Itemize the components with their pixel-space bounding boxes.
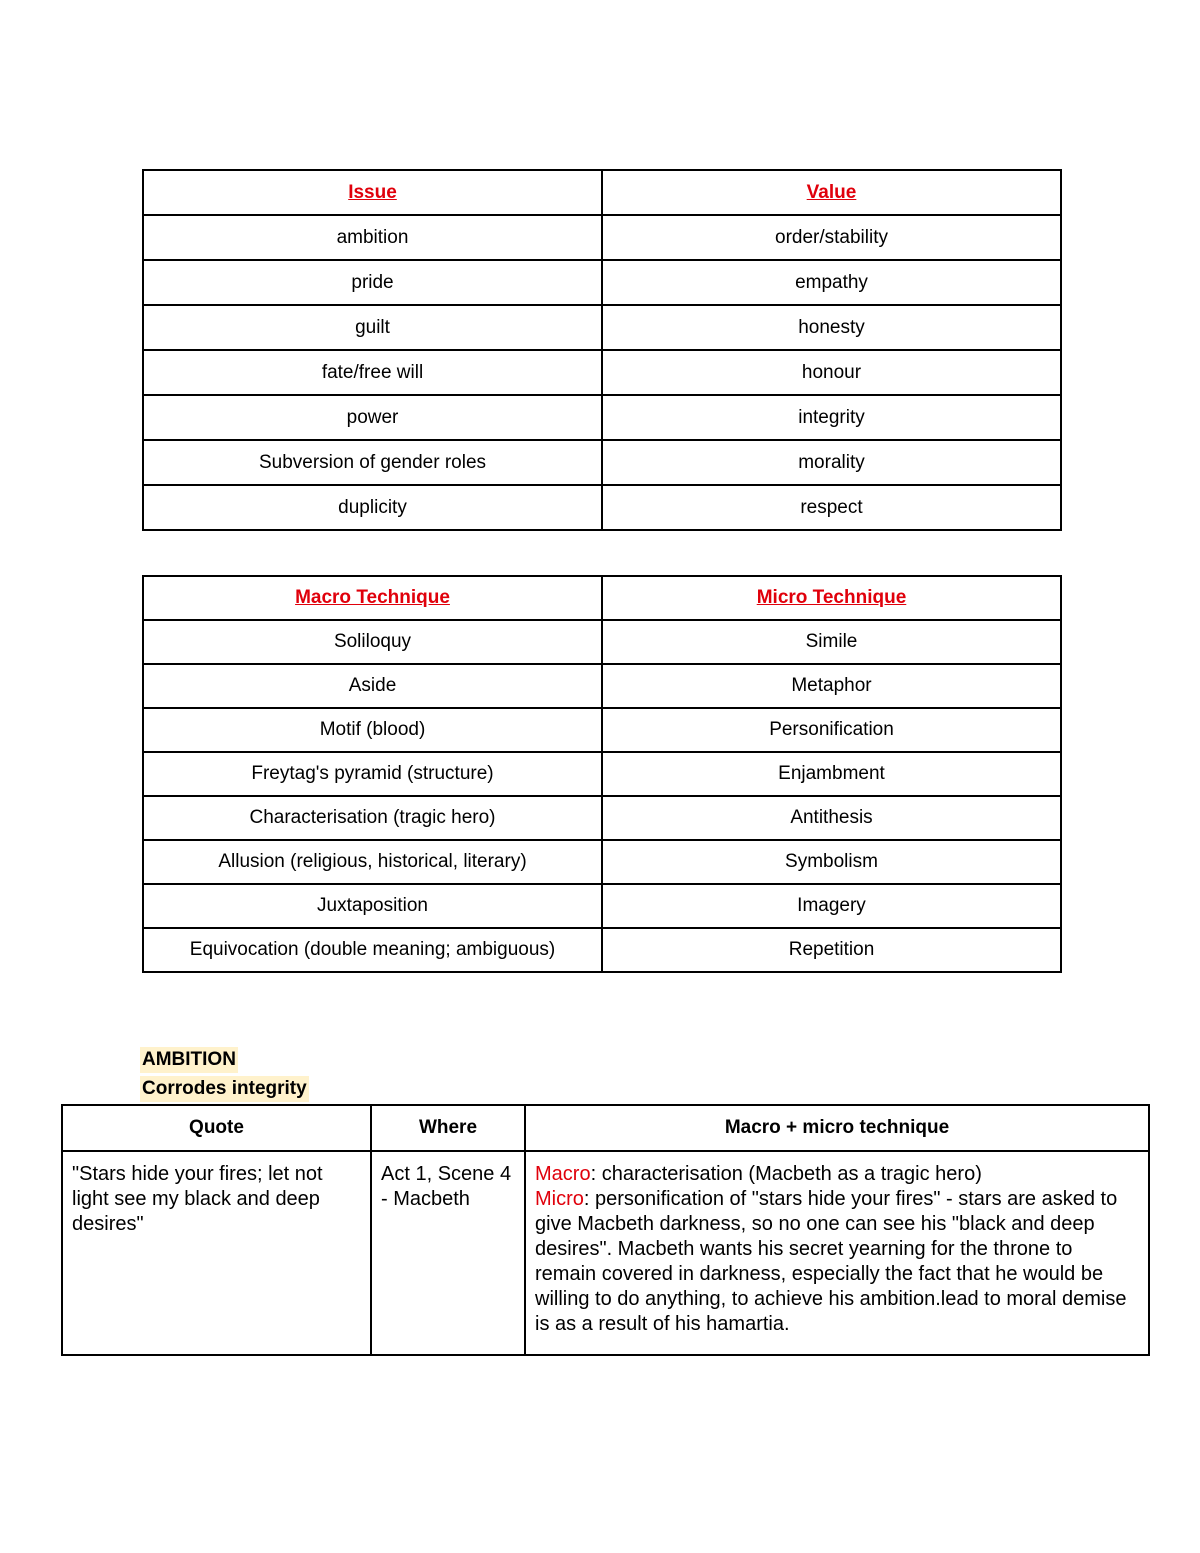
micro-cell: Imagery: [602, 884, 1061, 928]
value-cell: order/stability: [602, 215, 1061, 260]
table-row: [143, 708, 1061, 752]
table-header-row: [62, 1105, 1149, 1151]
macro-cell: Aside: [143, 664, 602, 708]
table-row: [143, 796, 1061, 840]
micro-cell: Enjambment: [602, 752, 1061, 796]
issue-cell: Subversion of gender roles: [143, 440, 602, 485]
macro-line: [535, 1162, 1139, 1187]
value-header: Value: [602, 170, 1061, 215]
macro-label: Macro: [535, 1163, 591, 1185]
table-row: [143, 752, 1061, 796]
value-cell: honour: [602, 350, 1061, 395]
issue-cell: pride: [143, 260, 602, 305]
table-row: [143, 350, 1061, 395]
micro-text: : personification of "stars hide your fires" - stars are asked to give Macbeth darkness, so no one can see his "black and deep desires". Macbeth wants his secret yearning for the throne to remain covered in darkness, especially the fact that he would be willing to do anything, to achieve his ambition.lead to moral demise is as a result of his hamartia.: [535, 1188, 1127, 1335]
macro-cell: Characterisation (tragic hero): [143, 796, 602, 840]
micro-cell: Repetition: [602, 928, 1061, 972]
macro-cell: Allusion (religious, historical, literary): [143, 840, 602, 884]
value-cell: integrity: [602, 395, 1061, 440]
issue-cell: power: [143, 395, 602, 440]
micro-line: [535, 1187, 1139, 1337]
quote-analysis-table: [61, 1104, 1150, 1356]
macro-cell: Equivocation (double meaning; ambiguous): [143, 928, 602, 972]
where-cell: Act 1, Scene 4 - Macbeth: [371, 1151, 525, 1355]
section-title: AMBITION: [140, 1047, 238, 1073]
micro-cell: Antithesis: [602, 796, 1061, 840]
value-cell: respect: [602, 485, 1061, 530]
table-row: [143, 395, 1061, 440]
value-cell: honesty: [602, 305, 1061, 350]
macro-text: : characterisation (Macbeth as a tragic hero): [590, 1163, 982, 1185]
table-row: [143, 840, 1061, 884]
value-cell: empathy: [602, 260, 1061, 305]
issue-cell: guilt: [143, 305, 602, 350]
macro-cell: Soliloquy: [143, 620, 602, 664]
quote-header: Quote: [62, 1105, 371, 1151]
table-header-row: [143, 576, 1061, 620]
technique-cell: [525, 1151, 1149, 1355]
macro-technique-header: Macro Technique: [143, 576, 602, 620]
table-row: [143, 884, 1061, 928]
table-row: [143, 928, 1061, 972]
macro-cell: Motif (blood): [143, 708, 602, 752]
micro-label: Micro: [535, 1188, 584, 1210]
table-row: [143, 260, 1061, 305]
table-row: [143, 620, 1061, 664]
micro-cell: Symbolism: [602, 840, 1061, 884]
macro-cell: Juxtaposition: [143, 884, 602, 928]
table-header-row: [143, 170, 1061, 215]
issue-cell: ambition: [143, 215, 602, 260]
where-header: Where: [371, 1105, 525, 1151]
technique-table: [142, 575, 1062, 973]
micro-cell: Personification: [602, 708, 1061, 752]
issue-value-table: [142, 169, 1062, 531]
micro-cell: Metaphor: [602, 664, 1061, 708]
table-row: [143, 305, 1061, 350]
value-cell: morality: [602, 440, 1061, 485]
macro-cell: Freytag's pyramid (structure): [143, 752, 602, 796]
section-subtitle: Corrodes integrity: [140, 1076, 309, 1102]
issue-header: Issue: [143, 170, 602, 215]
micro-cell: Simile: [602, 620, 1061, 664]
micro-technique-header: Micro Technique: [602, 576, 1061, 620]
table-row: [143, 215, 1061, 260]
table-row: [62, 1151, 1149, 1355]
quote-cell: "Stars hide your fires; let not light see my black and deep desires": [62, 1151, 371, 1355]
table-row: [143, 485, 1061, 530]
table-row: [143, 664, 1061, 708]
issue-cell: duplicity: [143, 485, 602, 530]
table-row: [143, 440, 1061, 485]
issue-cell: fate/free will: [143, 350, 602, 395]
technique-header: Macro + micro technique: [525, 1105, 1149, 1151]
